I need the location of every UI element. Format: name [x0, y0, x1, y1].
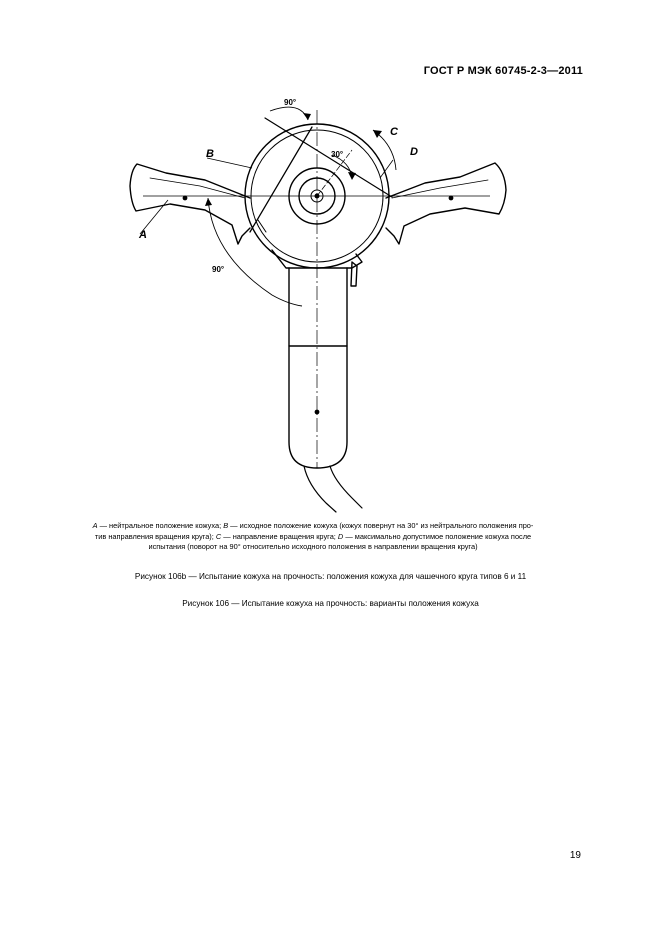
label-a: A — [139, 229, 147, 241]
right-handle-inner — [392, 180, 488, 198]
figure-legend — [48, 521, 578, 553]
label-angle-30: 30° — [331, 150, 344, 159]
label-b: B — [206, 148, 214, 160]
left-handle — [130, 164, 250, 244]
subfigure-caption: Рисунок 106b — Испытание кожуха на прочность: положения кожуха для чашечного круга типов 6 и 11 — [134, 572, 527, 581]
power-cable — [304, 466, 362, 512]
left-handle-inner — [150, 178, 245, 198]
main-handle — [289, 268, 347, 468]
legend-line-2: тив направления вращения круга); C — направление вращения круга; D — максимально допустимое положение кожуха после — [94, 531, 532, 541]
legend-line-1: A — нейтральное положение кожуха; B — исходное положение кожуха (кожух повернут на 30° из нейтрального положения про- — [92, 521, 534, 530]
guard-opening-line — [250, 127, 312, 232]
guard-d-line — [265, 118, 392, 197]
left-90-arc — [208, 198, 302, 306]
label-c: C — [390, 126, 398, 138]
figure-caption: Рисунок 106 — Испытание кожуха на прочность: варианты положения кожуха — [182, 599, 479, 608]
label-d: D — [410, 146, 418, 158]
label-angle-top: 90° — [284, 98, 297, 107]
legend-line-3: испытания (поворот на 90° относительно исходного положения в направлении вращения круга) — [148, 542, 478, 552]
page-number: 19 — [569, 850, 581, 861]
label-angle-left: 90° — [212, 265, 225, 274]
right-handle — [386, 163, 506, 244]
guard-opening-line-2 — [258, 220, 266, 232]
top-90-arc — [270, 107, 308, 120]
standard-header: ГОСТ Р МЭК 60745-2-3—2011 — [423, 65, 583, 77]
switch-lever — [351, 262, 357, 286]
